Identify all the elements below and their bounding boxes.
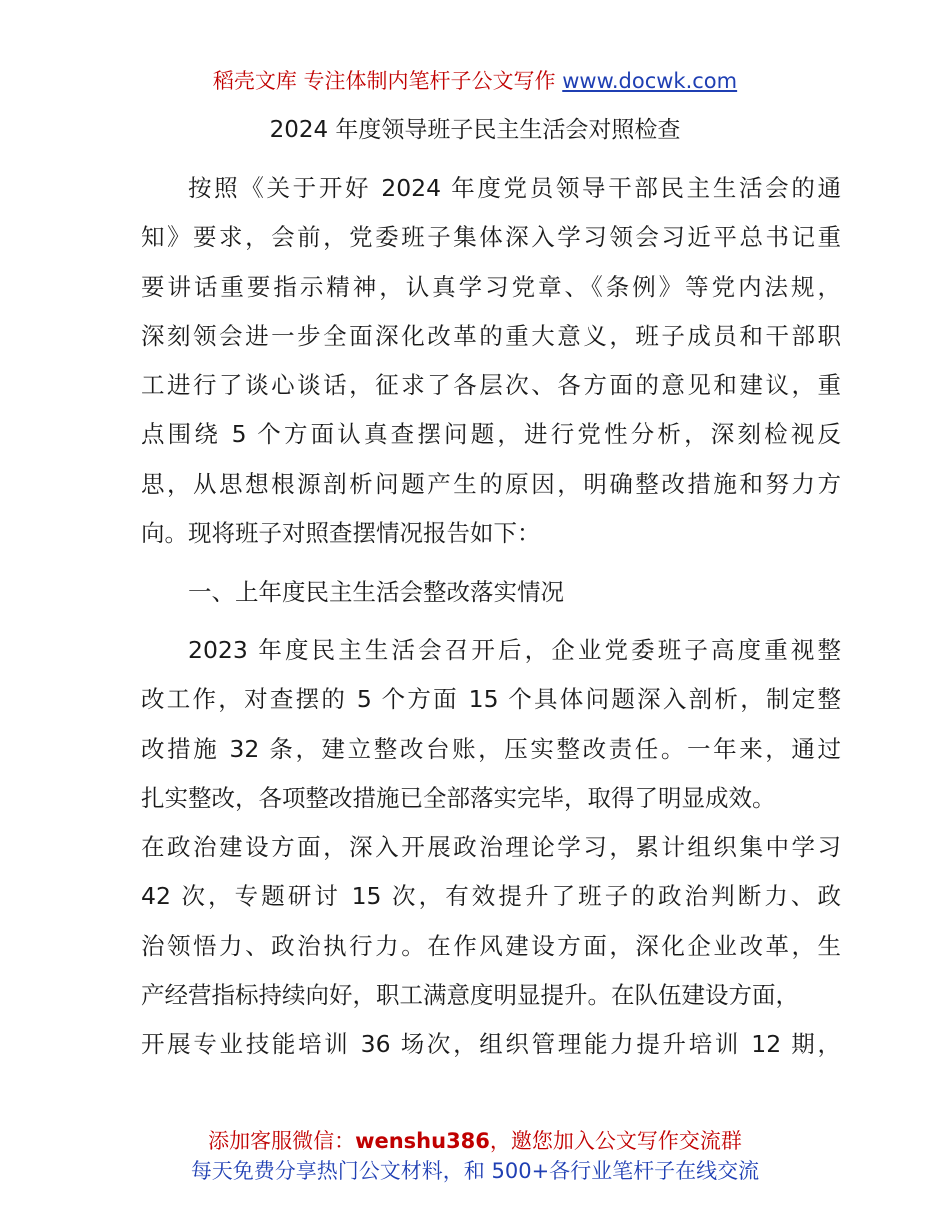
site-name: 稻壳文库 专注体制内笔杆子公文写作 <box>212 69 556 93</box>
text-line: 扎实整改，各项整改措施已全部落实完毕，取得了明显成效。 <box>141 783 776 812</box>
footer-wechat-line <box>0 1127 950 1156</box>
text-line: 按照《关于开好 2024 年度党员领导干部民主生活会的通 <box>188 174 841 202</box>
text-line: 改措施 32 条，建立整改台账，压实整改责任。一年来，通过 <box>141 734 841 763</box>
text-line: 开展专业技能培训 36 场次，组织管理能力提升培训 12 期， <box>141 1030 841 1059</box>
section-heading <box>141 568 841 617</box>
text-line: 在政治建设方面，深入开展政治理论学习，累计组织集中学习 <box>141 833 841 862</box>
site-url-link[interactable]: www.docwk.com <box>562 69 738 93</box>
text-line: 要讲话重要指示精神，认真学习党章、《条例》等党内法规， <box>141 272 841 301</box>
text-line: 思，从思想根源剖析问题产生的原因，明确整改措施和努力方 <box>141 469 841 498</box>
text-line: 知》要求，会前，党委班子集体深入学习领会习近平总书记重 <box>141 223 841 252</box>
text-line: 治领悟力、政治执行力。在作风建设方面，深化企业改革，生 <box>141 931 841 960</box>
text-line: 2023 年度民主生活会召开后，企业党委班子高度重视整 <box>188 636 841 664</box>
text-line: 深刻领会进一步全面深化改革的重大意义，班子成员和干部职 <box>141 321 841 350</box>
paragraph-1 <box>141 164 841 558</box>
footer-prefix: 添加客服微信： <box>208 1129 356 1153</box>
text-line: 点围绕 5 个方面认真查摆问题，进行党性分析，深刻检视反 <box>141 420 841 449</box>
text-line: 42 次，专题研讨 15 次，有效提升了班子的政治判断力、政 <box>141 882 841 911</box>
text-line: 产经营指标持续向好，职工满意度明显提升。在队伍建设方面， <box>141 981 799 1010</box>
footer-suffix: ，邀您加入公文写作交流群 <box>489 1129 742 1153</box>
text-line: 向。现将班子对照查摆情况报告如下： <box>141 519 541 548</box>
text-line: 工进行了谈心谈话，征求了各层次、各方面的意见和建议，重 <box>141 371 841 400</box>
wechat-id: wenshu386 <box>355 1129 490 1153</box>
site-header <box>0 66 950 96</box>
footer-share-line: 每天免费分享热门公文材料，和 500+各行业笔杆子在线交流 <box>190 1159 760 1183</box>
document-title: 2024 年度领导班子民主生活会对照检查 <box>269 117 681 143</box>
section-heading-text: 一、上年度民主生活会整改落实情况 <box>188 578 564 606</box>
text-line: 改工作，对查摆的 5 个方面 15 个具体问题深入剖析，制定整 <box>141 685 841 714</box>
paragraph-2 <box>141 626 841 1070</box>
